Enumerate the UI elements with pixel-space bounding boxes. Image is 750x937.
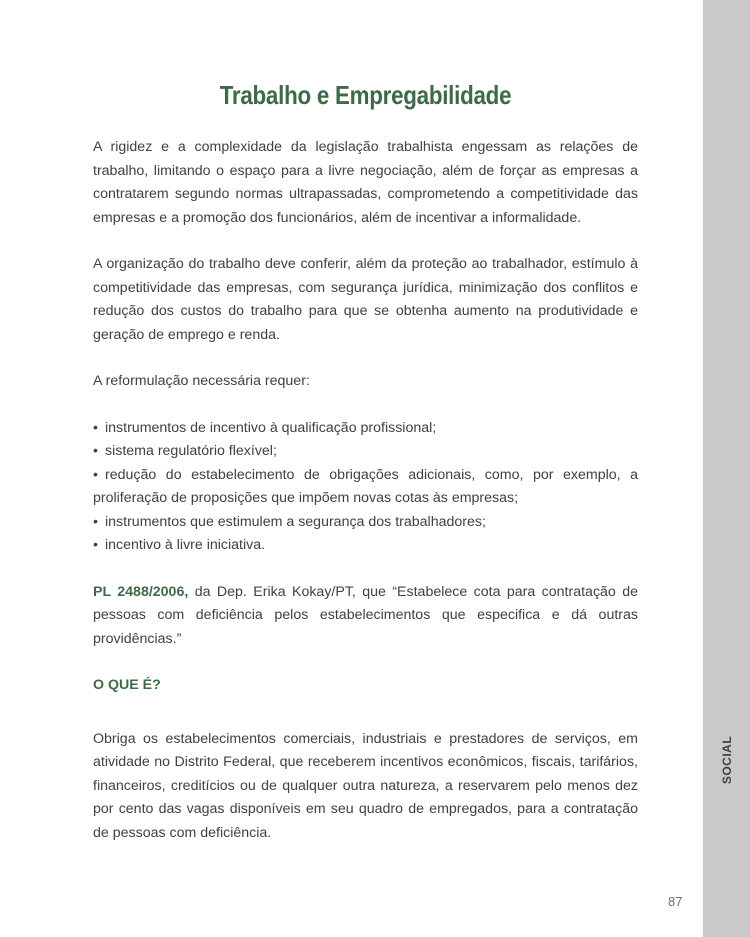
- bill-paragraph: [93, 581, 638, 652]
- bullet-icon: •: [93, 537, 98, 553]
- reform-intro-paragraph: A reformulação necessária requer:: [93, 373, 310, 389]
- bullet-icon: •: [93, 513, 98, 530]
- list-item: • redução do estabelecimento de obrigações adicionais, como, por exemplo, a proliferação de proposições que impõem novas cotas às empresas;: [93, 464, 638, 511]
- section-label: SOCIAL: [720, 735, 734, 785]
- page-title: Trabalho e Empregabilidade: [219, 80, 512, 110]
- intro-paragraph: A rigidez e a complexidade da legislação trabalhista engessam as relações de trabalho, limitando o espaço para a livre negociação, além de forçar as empresas a contratarem segundo normas ultrapassadas, comprometendo a competitividade das empresas e a promoção dos funcionários, além de incentivar a informalidade.: [93, 139, 638, 226]
- bill-code: PL 2488/2006,: [93, 583, 189, 600]
- bullet-icon: •: [93, 419, 98, 436]
- section-sidebar: [703, 0, 750, 937]
- page-number: 87: [668, 894, 683, 909]
- bullet-icon: •: [93, 466, 98, 483]
- page-content: [93, 80, 638, 868]
- requirements-list: [93, 417, 638, 558]
- list-item: • incentivo à livre iniciativa.: [93, 534, 638, 558]
- what-is-heading: O QUE É?: [93, 677, 161, 693]
- bill-description: da Dep. Erika Kokay/PT, que “Estabelece cota para contratação de pessoas com deficiência pelos estabelecimentos que especifica e dá outras providências.”: [93, 583, 638, 647]
- bullet-icon: •: [93, 443, 98, 459]
- list-item: • instrumentos de incentivo à qualificação profissional;: [93, 417, 638, 441]
- list-item: • sistema regulatório flexível;: [93, 440, 638, 464]
- organization-paragraph: A organização do trabalho deve conferir, além da proteção ao trabalhador, estímulo à competitividade das empresas, com segurança jurídica, minimização dos conflitos e redução dos custos do trabalho para que se obtenha aumento na produtividade e geração de emprego e renda.: [93, 256, 638, 343]
- list-item: • instrumentos que estimulem a segurança dos trabalhadores;: [93, 511, 638, 535]
- what-is-paragraph: Obriga os estabelecimentos comerciais, industriais e prestadores de serviços, em atividade no Distrito Federal, que receberem incentivos econômicos, fiscais, tarifários, financeiros, creditícios ou de qualquer outra natureza, a reservarem pelo menos dez por cento das vagas disponíveis em seu quadro de empregados, para a contratação de pessoas com deficiência.: [93, 730, 638, 841]
